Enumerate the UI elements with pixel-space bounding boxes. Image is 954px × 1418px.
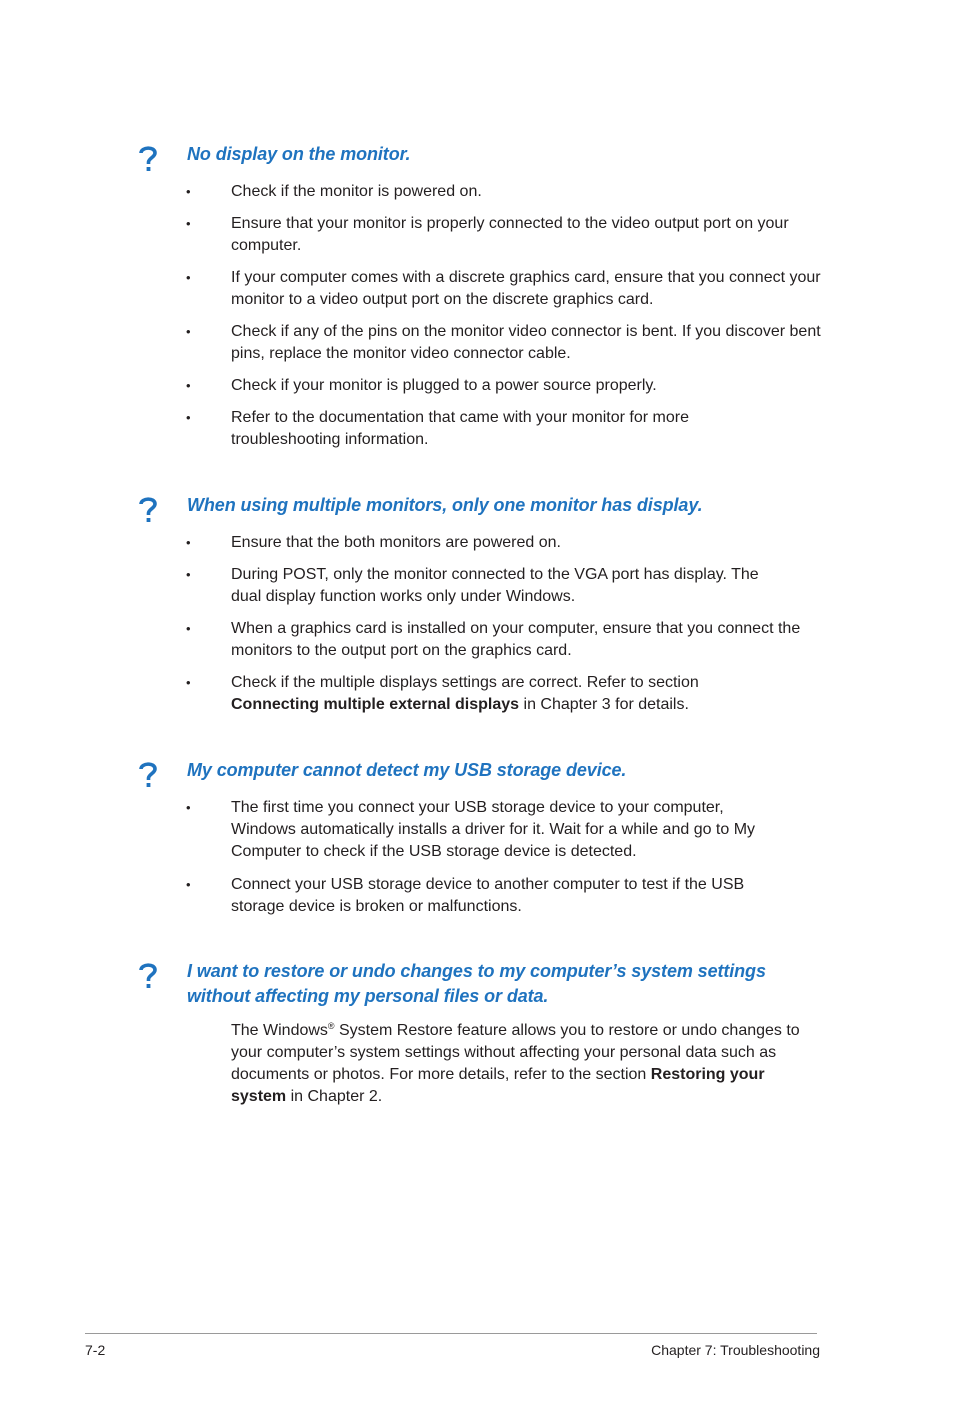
bullet-mark: • [186, 877, 191, 892]
bullet-mark: • [186, 410, 191, 425]
bullet-text: If your computer comes with a discrete graphics card, ensure that you connect your monitor to a video output port on the discrete graphics card. [231, 269, 821, 308]
page-number: 7-2 [85, 1342, 106, 1358]
paragraph-text: The Windows [231, 1022, 328, 1039]
question-mark-icon [138, 144, 158, 174]
bullet-mark: • [186, 378, 191, 393]
bullet-text: The first time you connect your USB storage device to your computer, Windows automatically installs a driver for it. Wait for a while and go to My Computer to check if the USB storage device is detected. [231, 799, 756, 860]
bullet-text: When a graphics card is installed on your computer, ensure that you connect the monitors to the output port on the graphics card. [231, 620, 801, 659]
question-mark-icon [138, 495, 158, 525]
bullet-text: Check if the monitor is powered on. [231, 183, 482, 200]
bullet-text-with-reference [231, 672, 731, 716]
bullet-mark: • [186, 270, 191, 285]
registered-mark: ® [327, 1021, 335, 1031]
question-mark-icon [138, 760, 158, 790]
section-question-title: No display on the monitor. [187, 144, 411, 164]
bullet-mark: • [186, 675, 191, 690]
question-line: without affecting my personal files or data. [187, 986, 549, 1006]
bullet-mark: • [186, 184, 191, 199]
section-question-title [187, 959, 827, 1009]
bullet-mark: • [186, 621, 191, 636]
bullet-text: During POST, only the monitor connected to the VGA port has display. The dual display function works only under Windows. [231, 566, 759, 605]
restore-paragraph [231, 1020, 816, 1108]
footer-divider [85, 1333, 817, 1334]
bullet-mark: • [186, 567, 191, 582]
bullet-text: Connect your USB storage device to another computer to test if the USB storage device is broken or malfunctions. [231, 876, 745, 915]
chapter-label: Chapter 7: Troubleshooting [651, 1342, 820, 1358]
bullet-text: Ensure that your monitor is properly connected to the video output port on your computer. [231, 215, 789, 254]
bullet-text: Check if any of the pins on the monitor video connector is bent. If you discover bent pins, replace the monitor video connector cable. [231, 323, 821, 362]
section-reference: Connecting multiple external displays [231, 696, 520, 713]
paragraph-text: in Chapter 2. [286, 1088, 383, 1105]
bullet-mark: • [186, 800, 191, 815]
question-mark-icon [138, 961, 158, 991]
bullet-text: Check if your monitor is plugged to a power source properly. [231, 377, 657, 394]
section-question-title: When using multiple monitors, only one monitor has display. [187, 495, 703, 515]
bullet-text: in Chapter 3 for details. [519, 696, 689, 713]
bullet-mark: • [186, 216, 191, 231]
bullet-text: Check if the multiple displays settings are correct. Refer to section [231, 674, 699, 691]
bullet-text: Refer to the documentation that came with your monitor for more troubleshooting information. [231, 409, 689, 448]
section-question-title: My computer cannot detect my USB storage device. [187, 760, 627, 780]
bullet-mark: • [186, 535, 191, 550]
section-reference: Restoring your system [231, 1066, 765, 1105]
bullet-text: Ensure that the both monitors are powered on. [231, 534, 561, 551]
bullet-mark: • [186, 324, 191, 339]
question-line: I want to restore or undo changes to my computer’s system settings [187, 961, 766, 981]
paragraph-text: System Restore feature allows you to restore or undo changes to your computer’s system settings without affecting your personal data such as documents or photos. For more details, refer to the section [231, 1022, 800, 1083]
